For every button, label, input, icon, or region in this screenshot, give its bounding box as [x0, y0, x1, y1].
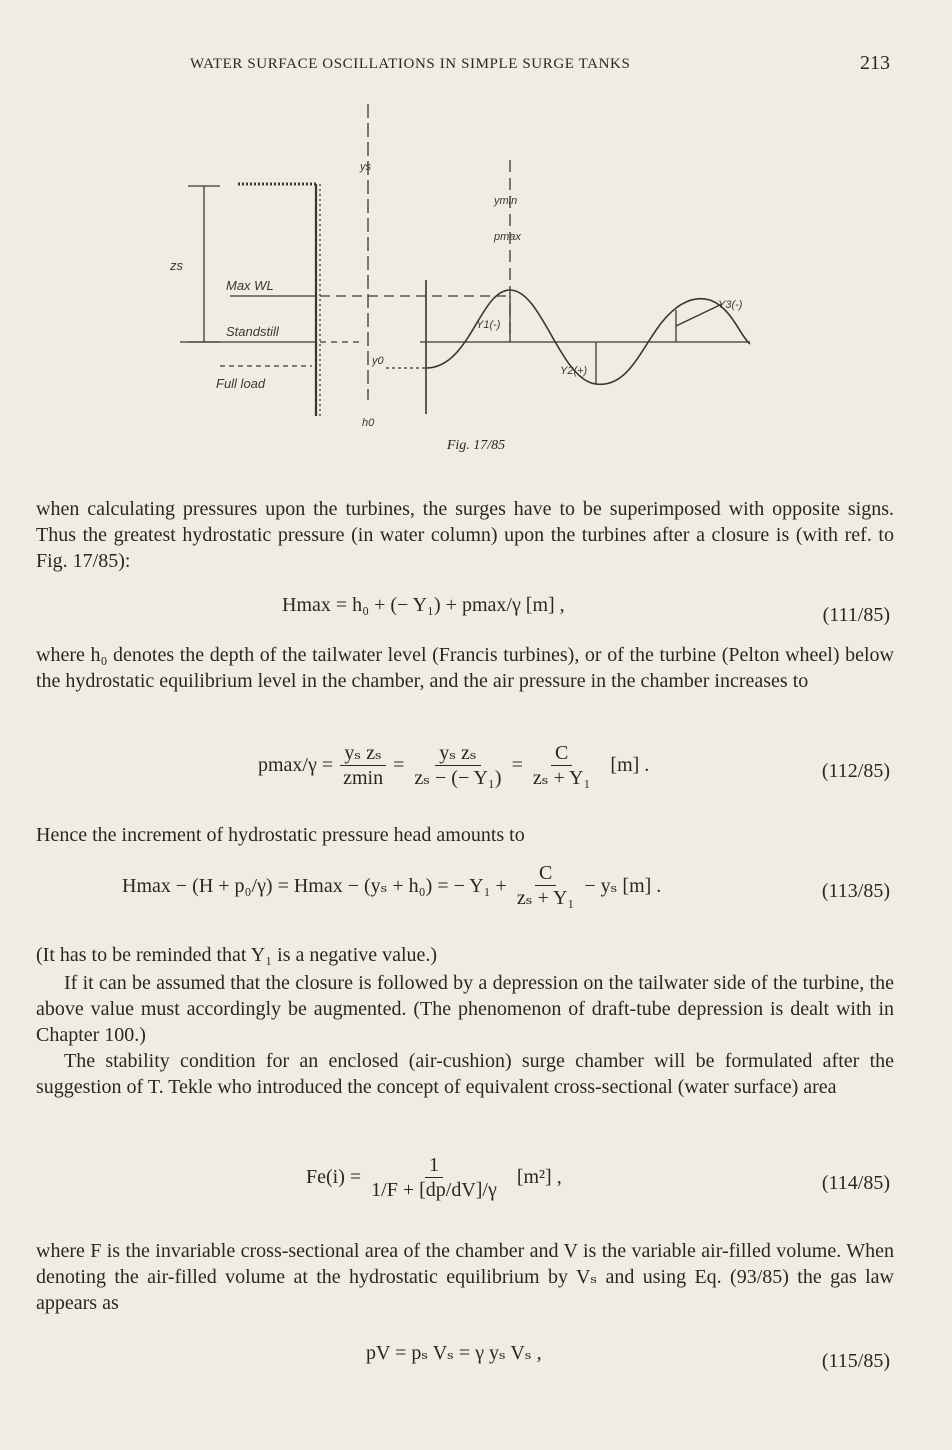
label-zs: zs	[170, 258, 183, 273]
equation-112: pmax/γ = $\frac{\text{yₛ zₛ}}{zmin}$ = $\frac{\text{yₛ zₛ}}{\text{zₛ − (− Y₁)}}$ = $\frac{C}{\text{zₛ + Y₁}}$ [m] . (112/85)	[258, 742, 890, 789]
equation-113-lhs: Hmax − (H + p₀/γ) = Hmax − (yₛ + h₀) = − Y₁ +	[122, 875, 507, 897]
equation-112-fraction-1: $\frac{\text{yₛ zₛ}}{zmin}$	[339, 742, 387, 789]
surge-wave	[426, 290, 750, 384]
equation-111-body: Hmax = h₀ + (− Y₁) + pmax/γ [m] ,	[282, 594, 565, 616]
equation-112-unit: [m] .	[610, 754, 650, 776]
label-ys: ys	[360, 161, 371, 173]
label-h0: h0	[362, 417, 375, 429]
equation-115	[36, 1340, 894, 1390]
paragraph-6: The stability condition for an enclosed (air-cushion) surge chamber will be formulated after the suggestion of T. Tekle who introduced the concept of equivalent cross-sectional (water surface) area	[36, 1050, 894, 1098]
paragraph-3: Hence the increment of hydrostatic pressure head amounts to	[36, 824, 525, 846]
label-y3: Y3(-)	[718, 299, 743, 311]
equation-114-fraction: $\frac{1}{1/F + [dp/dV]/\gamma}$	[371, 1154, 497, 1201]
equation-111	[36, 594, 894, 644]
surge-tank-figure	[150, 100, 810, 440]
equation-113	[36, 862, 894, 926]
label-y2: Y2(+)	[560, 365, 588, 377]
page-number: 213	[860, 52, 890, 74]
paragraph-2: where h₀ denotes the depth of the tailwater level (Francis turbines), or of the turbine (Pelton wheel) below the hydrostatic equilibrium level in the chamber, and the air pressure in the chamber increases to	[36, 644, 894, 692]
equation-113-number: (113/85)	[821, 880, 890, 902]
figure-caption: Fig. 17/85	[446, 438, 506, 453]
equation-112-fraction-2: $\frac{\text{yₛ zₛ}}{\text{zₛ − (− Y₁)}}$	[414, 742, 502, 789]
equation-112-fraction-3: $\frac{C}{\text{zₛ + Y₁}}$	[532, 742, 591, 789]
paragraph-7: where F is the invariable cross-sectional area of the chamber and V is the variable air-filled volume. When denoting the air-filled volume at the hydrostatic equilibrium by Vₛ and using Eq. (93/85) the gas law appears as	[36, 1240, 894, 1314]
y3-leader	[676, 304, 722, 326]
equation-112-lhs: pmax/γ =	[258, 754, 334, 776]
label-y0: y0	[372, 355, 384, 367]
paragraph-1: when calculating pressures upon the turbines, the surges have to be superimposed with opposite signs. Thus the greatest hydrostatic pressure (in water column) upon the turbines after a closure is (with ref. to Fig. 17/85):	[36, 498, 894, 572]
equation-115-number: (115/85)	[821, 1350, 890, 1372]
running-title: WATER SURFACE OSCILLATIONS IN SIMPLE SURGE TANKS	[190, 56, 631, 72]
label-standstill: Standstill	[226, 324, 279, 339]
equation-113-rhs: − yₛ [m] .	[584, 875, 662, 897]
equation-111-number: (111/85)	[822, 604, 890, 626]
equation-113-fraction: $\frac{C}{\text{zₛ + Y₁}}$	[516, 862, 575, 909]
label-y1: Y1(-)	[476, 319, 501, 331]
equation-114-number: (114/85)	[821, 1172, 890, 1194]
equation-115-body: pV = pₛ Vₛ = γ yₛ Vₛ ,	[366, 1342, 542, 1364]
equation-112-number: (112/85)	[821, 760, 890, 782]
equation-114	[36, 1154, 894, 1218]
label-ymin: ymin	[494, 195, 518, 207]
label-full-load: Full load	[216, 376, 266, 391]
label-max-wl: Max WL	[226, 278, 274, 293]
paragraph-4: (It has to be reminded that Y₁ is a negative value.)	[36, 944, 438, 966]
equation-114-lhs: Fe(i) =	[306, 1166, 362, 1188]
equation-114-unit: [m²] ,	[516, 1166, 562, 1188]
label-pmax: pmax	[494, 231, 521, 243]
paragraph-5: If it can be assumed that the closure is followed by a depression on the tailwater side of the turbine, the above value must accordingly be augmented. (The phenomenon of draft-tube depression is dealt with in Chapter 100.)	[36, 972, 894, 1046]
